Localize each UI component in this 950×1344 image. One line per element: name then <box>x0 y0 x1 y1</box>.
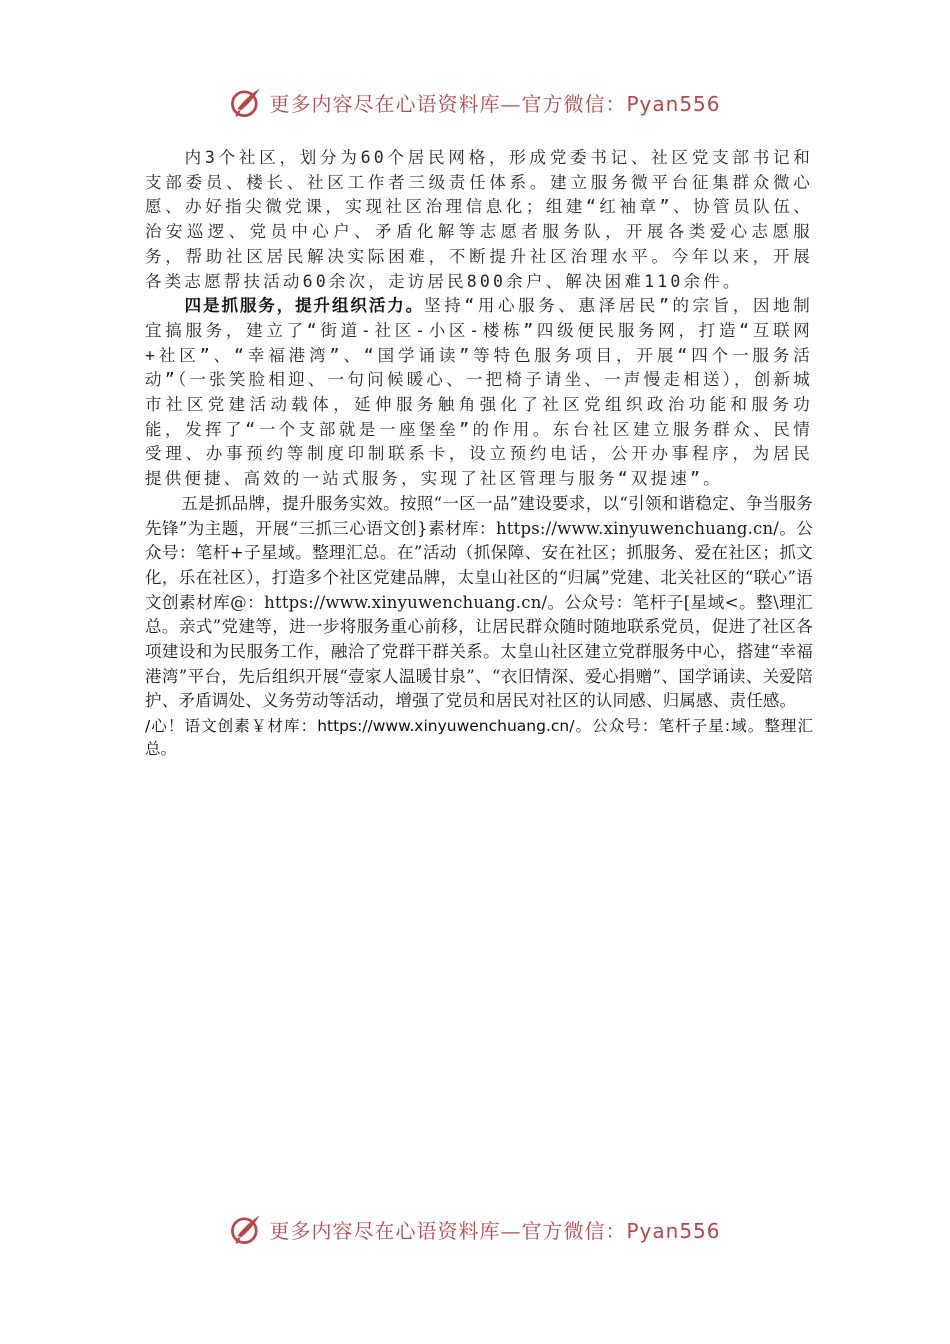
footer-banner-text: 更多内容尽在心语资料库—官方微信：Pyan556 <box>269 1218 721 1243</box>
paragraph-2-heading: 四是抓服务，提升组织活力。 <box>184 296 425 316</box>
quill-logo-icon <box>229 85 263 119</box>
footer-banner <box>0 1207 950 1251</box>
header-wechat-id: Pyan556 <box>626 91 721 116</box>
paragraph-2 <box>145 294 813 492</box>
footer-wechat-id: Pyan556 <box>626 1218 721 1243</box>
header-banner <box>0 80 950 124</box>
paragraph-4: /心！语文创素￥材库：https://www.xinyuwenchuang.cn/。公众号：笔杆子星:域。整理汇总。 <box>145 717 813 759</box>
paragraph-2-text: 坚持“用心服务、惠泽居民”的宗旨，因地制宜搞服务，建立了“街道-社区-小区-楼栋”四级便民服务网，打造“互联网+社区”、“幸福港湾”、“国学诵读”等特色服务项目，开展“四个一服务活动”（一张笑脸相迎、一句问候暖心、一把椅子请坐、一声慢走相送），创新城市社区党建活动载体，延伸服务触角强化了社区党组织政治功能和服务功能，发挥了“一个支部就是一座堡垒”的作用。东台社区建立服务群众、民情受理、办事预约等制度印制联系卡，设立预约电话，公开办事程序，为居民提供便捷、高效的一站式服务，实现了社区管理与服务“双提速”。 <box>145 296 813 489</box>
paragraph-3: 五是抓品牌，提升服务实效。按照“一区一品”建设要求，以“引领和谐稳定、争当服务先锋”为主题，开展“三抓三心语文创}素材库：https://www.xinyuwenchuang.cn/。公众号：笔杆+子星域。整理汇总。在”活动（抓保障、安在社区；抓服务、爱在社区；抓文化，乐在社区），打造多个社区党建品牌，太皇山社区的“归属”党建、北关社区的“联心”语文创素材库@：https://www.xinyuwenchuang.cn/。公众号：笔杆子[星域<。整\理汇总。亲式”党建等，进一步将服务重心前移，让居民群众随时随地联系党员，促进了社区各项建设和为民服务工作，融洽了党群干群关系。太皇山社区建立党群服务中心，搭建“幸福港湾”平台，先后组织开展“壹家人温暖甘泉”、“衣旧情深、爱心捐赠”、国学诵读、关爱陪护、矛盾调处、义务劳动等活动，增强了党员和居民对社区的认同感、归属感、责任感。 <box>145 493 813 711</box>
document-body <box>145 146 813 761</box>
header-banner-text: 更多内容尽在心语资料库—官方微信：Pyan556 <box>269 91 721 116</box>
paragraph-1: 内3个社区，划分为60个居民网格，形成党委书记、社区党支部书记和支部委员、楼长、社区工作者三级责任体系。建立服务微平台征集群众微心愿、办好指尖微党课，实现社区治理信息化；组建“红袖章”、协管员队伍、治安巡逻、党员中心户、矛盾化解等志愿者服务队，开展各类爱心志愿服务，帮助社区居民解决实际困难，不断提升社区治理水平。今年以来，开展各类志愿帮扶活动60余次，走访居民800余户、解决困难110余件。 <box>145 148 813 291</box>
quill-logo-icon <box>229 1212 263 1246</box>
